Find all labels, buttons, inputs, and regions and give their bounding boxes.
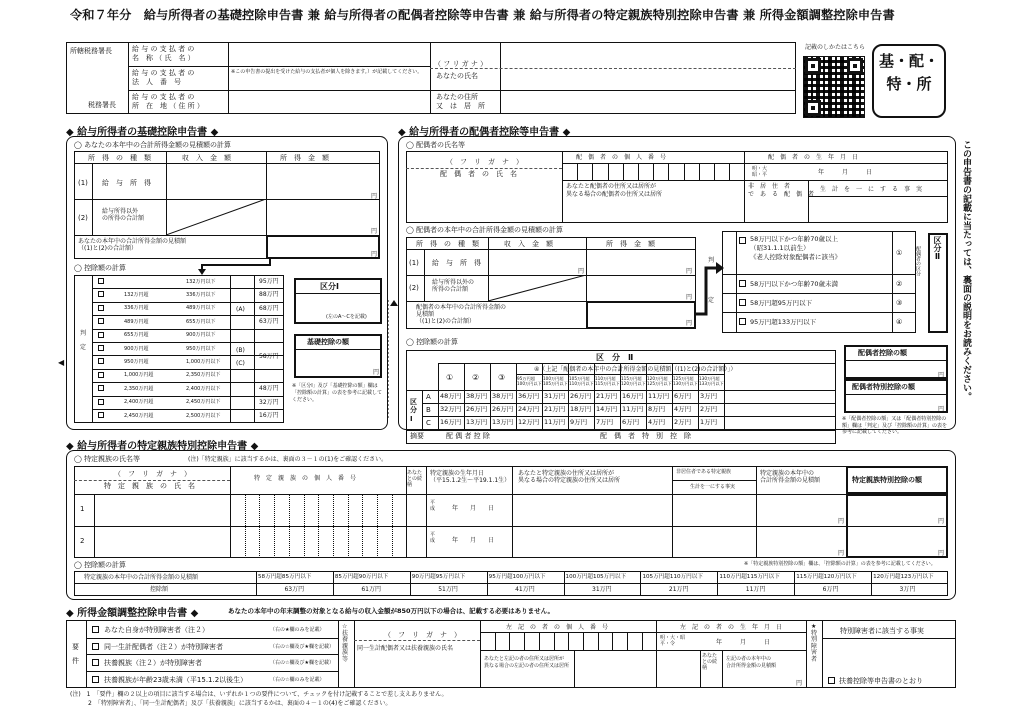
category-badge-text: 基・配・ 特・所 xyxy=(878,52,939,93)
relative-heading: ◆ 給与所得者の特定親族特別控除申告書 ◆ xyxy=(66,441,259,452)
adjust-who: 同一生計配偶者又は扶養親族の氏名 xyxy=(357,645,454,652)
relative-range: 90万円超95万円以下 xyxy=(411,574,466,580)
calc-cell: 1万円 xyxy=(700,418,718,426)
relative-row1-no: 1 xyxy=(80,505,85,513)
calc-cell: 12万円 xyxy=(518,418,540,426)
spouse-col-amount: 所 得 金 額 xyxy=(606,240,655,248)
calc-subcol-header: 95万円超 100万円以下 xyxy=(517,376,542,387)
calc-cell: 36万円 xyxy=(518,392,540,400)
calc-subcol-header: 100万円超 105万円以下 xyxy=(543,376,568,387)
payer-address-label: 給 与 の 支 払 者 の 所 在 地 （ 住 所 ） xyxy=(132,93,204,111)
calc-cell: 18万円 xyxy=(570,405,592,413)
spouse-choice-label: 58万円超95万円以下 xyxy=(750,299,813,307)
calc-cell: 3万円 xyxy=(700,392,718,400)
relative-furigana: （ フ リ ガ ナ ） xyxy=(114,470,191,478)
adjust-checkbox-label: 扶養控除等申告書のとおり xyxy=(839,677,923,685)
calc-cell: 11万円 xyxy=(544,418,566,426)
bracket-from: 2,350万円超 xyxy=(124,385,154,392)
bracket-from: 336万円超 xyxy=(124,305,149,312)
requirement-label: 扶養親族が年齢23歳未満（平15.1.2以後生） xyxy=(104,675,248,684)
requirement-hint: （右の☆欄及び★欄を記載） xyxy=(270,643,334,650)
calc-cell: 26万円 xyxy=(492,405,514,413)
calc-cell: 7万円 xyxy=(596,418,614,426)
bracket-to: 950万円以下 xyxy=(186,345,216,352)
basic-col-amount: 所 得 金 額 xyxy=(280,154,329,162)
spouse-row2-label: 給与所得以外の 所得の合計額 xyxy=(432,279,475,294)
requirement-label: 同一生計配偶者（注２）が特別障害者 xyxy=(104,642,223,651)
spouse-total-field[interactable] xyxy=(586,301,696,329)
spouse-dob-ymd: 年 月 日 xyxy=(818,169,873,176)
bracket-amount: 63万円 xyxy=(259,318,279,326)
bracket-to: 132万円以下 xyxy=(186,278,216,285)
relative-dob-label: 特定親族の生年月日 （平15.1.2生～平19.1.1生） xyxy=(430,470,511,485)
calc-cell: 2万円 xyxy=(700,405,718,413)
your-name-label: あなたの氏名 xyxy=(436,72,478,80)
adjust-note-1: (注) 1 「要件」欄の２以上の項目に該当する場合は、いずれか１つの要件について、チェックを付け記載することで差し支えありません。 xyxy=(70,691,448,698)
calc-cell: 13万円 xyxy=(466,418,488,426)
bracket-to: 336万円以下 xyxy=(186,291,216,298)
adjust-dob-label: 左 記 の 者 の 生 年 月 日 xyxy=(680,624,783,631)
relative-name-label: 特 定 親 族 の 氏 名 xyxy=(104,482,195,490)
spouse-dob-label: 配 偶 者 の 生 年 月 日 xyxy=(768,154,859,161)
spouse-era: 明・大 昭・平 xyxy=(752,166,768,178)
group-c: (C) xyxy=(236,360,245,367)
requirement-hint: （右の★欄のみを記載） xyxy=(270,627,325,633)
spouse-col-type: 所 得 の 種 類 xyxy=(416,240,479,248)
basic-judge-label: 判 定 xyxy=(80,330,87,352)
kubun1-row-label: 区 分 Ⅰ xyxy=(410,398,417,423)
adjust-addr: あなたと左記の者の住所又は居所が 異なる場合の左記の者の住所又は居所 xyxy=(484,656,570,669)
relative-calc-heading: ◯ 控除額の計算 xyxy=(74,561,127,569)
bracket-checkbox[interactable] xyxy=(98,332,104,338)
requirement-checkbox[interactable] xyxy=(92,626,99,633)
summary-label: 摘要 xyxy=(410,432,424,440)
adjust-furigana: （ フ リ ガ ナ ） xyxy=(384,631,461,639)
bracket-from: 655万円超 xyxy=(124,332,149,339)
basic-row2-label: 給与所得以外 の所得の合計額 xyxy=(102,208,145,223)
bracket-to: 2,350万円以下 xyxy=(186,372,221,379)
relative-number-label: 特 定 親 族 の 個 人 番 号 xyxy=(254,475,357,482)
spouse-diff-address: あなたと配偶者の住所又は居所が 異なる場合の配偶者の住所又は居所 xyxy=(566,183,663,199)
relative-range: 95万円超100万円以下 xyxy=(488,574,546,580)
bracket-checkbox[interactable] xyxy=(98,372,104,378)
adjust-note: あなたの本年中の年末調整の対象となる給与の収入金額が850万円以下の場合は、記載する必要はありません。 xyxy=(228,607,554,615)
bracket-checkbox[interactable] xyxy=(98,358,104,364)
basic-total-label: あなたの本年中の合計所得金額の見積額 （(1)と(2)の合計額） xyxy=(78,238,187,253)
requirement-checkbox[interactable] xyxy=(92,676,99,683)
bracket-to: 2,500万円以下 xyxy=(186,412,221,419)
calc-cell: 38万円 xyxy=(492,392,514,400)
left-margin-marker: ◀ xyxy=(58,358,65,367)
calc-subcol-header: 120万円超 125万円以下 xyxy=(647,376,672,387)
form-title: 令和７年分 給与所得者の基礎控除申告書 兼 給与所得者の配偶者控除等申告書 兼 給与所得者の特定親族特別控除申告書 兼 所得金額調整控除申告書 xyxy=(70,8,895,22)
calc-cell: 16万円 xyxy=(440,418,462,426)
summary-spouse-special: 配 偶 者 特 別 控 除 xyxy=(600,432,691,440)
bracket-checkbox[interactable] xyxy=(98,278,104,284)
relative-ymd-1: 年 月 日 xyxy=(452,505,495,512)
basic-col-type: 所 得 の 種 類 xyxy=(88,154,151,162)
bracket-amount: 95万円 xyxy=(259,278,279,285)
payer-number-label: 給 与 の 支 払 者 の 法 人 番 号 xyxy=(132,69,195,87)
spouse-total-label: 配偶者の本年中の合計所得金額の 見積額 （(1)と(2)の合計額） xyxy=(416,304,507,326)
spouse-name-label: 配 偶 者 の 氏 名 xyxy=(440,170,517,178)
basic-heading: ◆ 給与所得者の基礎控除申告書 ◆ xyxy=(66,127,219,138)
spouse-estimate-heading: ◯ 配偶者の本年中の合計所得金額の見積額の計算 xyxy=(406,226,564,234)
bracket-amount: 68万円 xyxy=(259,304,279,312)
calc-cell: 48万円 xyxy=(440,392,462,400)
amount-58: 58万円 xyxy=(259,353,279,360)
calc-subcol-header: 130万円超 133万円以下 xyxy=(699,376,724,387)
adjust-relation: あなたとの続柄 xyxy=(702,653,718,671)
bracket-to: 1,000万円以下 xyxy=(186,358,221,365)
bracket-checkbox[interactable] xyxy=(98,291,104,297)
calc-subcol-header: 110万円超 115万円以下 xyxy=(595,376,620,387)
spouse-choice-label: 95万円超133万円以下 xyxy=(750,318,817,326)
spouse-row2-no: (2) xyxy=(409,284,419,292)
bracket-to: 2,450万円以下 xyxy=(186,399,221,406)
calc-col-header: ① xyxy=(446,373,454,382)
payer-name-label: 給 与 の 支 払 者 の 名 称 （ 氏 名 ） xyxy=(132,45,195,63)
calc-cell: 32万円 xyxy=(440,405,462,413)
bracket-to: 489万円以下 xyxy=(186,305,216,312)
basic-estimate-heading: ◯ あなたの本年中の合計所得金額の見積額の計算 xyxy=(74,141,232,149)
basic-deduction-label: 基礎控除の額 xyxy=(307,338,349,346)
requirement-hint: （右の☆欄のみを記載） xyxy=(270,676,325,683)
bracket-to: 655万円以下 xyxy=(186,318,216,325)
relative-amount: 63万円 xyxy=(284,586,305,593)
basic-col-income: 収 入 金 額 xyxy=(182,154,231,162)
relative-range: 85万円超90万円以下 xyxy=(334,574,389,580)
spouse-calc-heading: ◯ 控除額の計算 xyxy=(406,338,459,346)
calc-col-header: ③ xyxy=(498,373,506,382)
tax-office-label: 所轄税務署長 xyxy=(70,47,112,55)
bracket-checkbox[interactable] xyxy=(98,385,104,391)
relative-amount: 31万円 xyxy=(592,586,612,593)
spouse-choice-checkbox[interactable] xyxy=(739,318,746,325)
spouse-col-income: 収 入 金 額 xyxy=(504,240,553,248)
adjust-star-side: ☆ 扶 養 親 族 等 xyxy=(342,623,349,663)
bracket-from: 900万円超 xyxy=(124,345,149,352)
payer-number-note: ※この申告書の提出を受けた給与の支払者が個人を除きます。）が記載してください。 xyxy=(231,69,423,75)
relative-ymd-2: 年 月 日 xyxy=(452,537,495,544)
relative-name-heading: ◯ 特定親族の氏名等 xyxy=(74,455,141,463)
relative-amount: 3万円 xyxy=(899,586,916,593)
bracket-amount: 48万円 xyxy=(259,385,279,393)
calc-cell: 26万円 xyxy=(570,392,592,400)
spouse-number-label: 配 偶 者 の 個 人 番 号 xyxy=(576,154,667,161)
calc-cell: 38万円 xyxy=(466,392,488,400)
spouse-choice-checkbox[interactable] xyxy=(739,280,746,287)
relative-range: 105万円超110万円以下 xyxy=(642,574,703,580)
adjust-req-label: 要 件 xyxy=(72,643,79,665)
calc-col-header: ② xyxy=(472,373,480,382)
relative-era-1: 平 成 xyxy=(430,500,436,512)
relative-amount: 41万円 xyxy=(515,586,535,593)
tax-office-suffix: 税務署長 xyxy=(88,101,116,109)
relative-range: 100万円超105万円以下 xyxy=(565,574,627,580)
spouse-class-label: 配偶者の区分 xyxy=(915,246,921,276)
basic-footnote: ※「区分Ⅰ」及び「基礎控除の額」欄は「控除額の計算」の表を参考に記載してください。 xyxy=(292,383,383,403)
bracket-from: 132万円超 xyxy=(124,291,149,298)
adjust-note-2: 2 「特別障害者」、「同一生計配偶者」及び「扶養親族」に該当するかは、裏面の４－１の(4)をご確認ください。 xyxy=(70,700,392,707)
your-address-label: あなたの住所 又 は 居 所 xyxy=(436,93,485,111)
calc-cell: 4万円 xyxy=(674,405,692,413)
requirement-label: 扶養親族（注２）が特別障害者 xyxy=(104,659,202,667)
calc-cell: 13万円 xyxy=(492,418,514,426)
kubun1-label: 区分Ⅰ xyxy=(320,282,339,291)
basic-row1-label: 給 与 所 得 xyxy=(102,179,151,187)
relative-estimate-label: 特定親族の本年中の 合計所得金額の見積額 xyxy=(760,470,821,485)
calc-cell: 2万円 xyxy=(674,418,692,426)
calc-row-key: B xyxy=(426,406,431,414)
calc-cell: 16万円 xyxy=(622,392,644,400)
requirement-hint: （右の☆欄及び★欄を記載） xyxy=(270,660,334,666)
bracket-checkbox[interactable] xyxy=(98,318,104,324)
spouse-choice-number: ④ xyxy=(896,318,903,326)
group-a: (A) xyxy=(236,306,245,313)
calc-cell: 6万円 xyxy=(622,418,640,426)
adjust-special-title: 特別障害者に該当する事実 xyxy=(840,627,924,635)
relative-range: 120万円超123万円以下 xyxy=(873,574,934,580)
bracket-to: 900万円以下 xyxy=(186,332,216,339)
calc-cell: 21万円 xyxy=(596,392,618,400)
calc-subcol-header: 125万円超 130万円以下 xyxy=(673,376,698,387)
relative-relationship: あなたとの続柄 xyxy=(407,470,423,488)
bracket-from: 1,000万円超 xyxy=(124,372,154,379)
adjust-heading: ◆ 所得金額調整控除申告書 ◆ xyxy=(66,608,199,619)
calc-row-key: A xyxy=(426,393,431,401)
side-note: この申告書の記載に当たっては、裏面の説明をお読みください。 xyxy=(961,140,971,401)
basic-row1-no: (1) xyxy=(78,179,88,187)
relative-range: 115万円超120万円以下 xyxy=(796,574,857,580)
relative-amount: 11万円 xyxy=(745,586,766,593)
bracket-from: 2,400万円超 xyxy=(124,399,154,406)
relative-amount: 21万円 xyxy=(668,586,689,593)
spouse-choice-number: ③ xyxy=(896,299,903,307)
bracket-from: 950万円超 xyxy=(124,358,149,365)
bracket-amount: 32万円 xyxy=(259,398,279,406)
spouse-choice-number: ② xyxy=(896,280,903,288)
calc-cell: 14万円 xyxy=(596,405,618,413)
requirement-checkbox[interactable] xyxy=(92,659,99,666)
requirement-checkbox[interactable] xyxy=(92,643,99,650)
adjust-era: 明・大・昭 平・令 xyxy=(660,635,686,647)
adjust-special-side: ★ 特 別 障 害 者 xyxy=(811,623,818,663)
spouse-choice-checkbox[interactable] xyxy=(739,299,746,306)
spouse-choice-number: ① xyxy=(896,249,903,257)
relative-era-2: 平 成 xyxy=(430,532,436,544)
spouse-choice-label: 58万円以下かつ年齢70歳以上 （昭31.1.1以前生） 《老人控除対象配偶者に該当》 xyxy=(750,235,841,261)
calc-cell: 8万円 xyxy=(648,405,666,413)
relative-row2-no: 2 xyxy=(80,537,85,545)
bracket-checkbox[interactable] xyxy=(98,305,104,311)
spouse-name-heading: ◯ 配偶者の氏名等 xyxy=(406,141,466,149)
calc-cell: 26万円 xyxy=(466,405,488,413)
spouse-choice-label: 58万円以下かつ年齢70歳未満 xyxy=(750,280,839,288)
relative-table-label2: 控除額 xyxy=(150,586,169,593)
spouse-deduction-label: 配偶者控除の額 xyxy=(858,349,907,357)
bracket-checkbox[interactable] xyxy=(98,399,104,405)
summary-spouse-deduction: 配 偶 者 控 除 xyxy=(446,432,490,440)
basic-calc-heading: ◯ 控除額の計算 xyxy=(74,264,127,272)
spouse-calc-header4: ④（上記「配偶者の本年中の合計所得金額の見積額（(1)と(2)の合計額）」） xyxy=(534,366,737,373)
relative-range: 58万円超85万円以下 xyxy=(258,574,312,580)
relative-amount: 6万円 xyxy=(822,586,839,593)
adjust-special-checkbox[interactable] xyxy=(828,677,835,684)
adjust-number-label: 左 記 の 者 の 個 人 番 号 xyxy=(506,624,609,631)
basic-total-field[interactable] xyxy=(266,235,380,259)
calc-cell: 9万円 xyxy=(570,418,588,426)
calc-subcol-header: 115万円超 120万円以下 xyxy=(621,376,646,387)
spouse-row1-no: (1) xyxy=(409,259,419,267)
relative-note: (注)「特定親族」に該当するかは、裏面の３－１の(1)をご確認ください。 xyxy=(188,456,388,463)
relative-footnote: ※「特定親族特別控除の額」欄は、「控除額の計算」の表を参考に記載してください。 xyxy=(744,561,936,567)
basic-row2-no: (2) xyxy=(78,214,88,222)
spouse-row1-label: 給 与 所 得 xyxy=(432,259,481,267)
adjust-income: 左記の者の本年中の 合計所得金額の見積額 xyxy=(726,656,777,669)
bracket-from: 2,450万円超 xyxy=(124,412,154,419)
spouse-heading: ◆ 給与所得者の配偶者控除等申告書 ◆ xyxy=(398,127,571,138)
kubun2-label: 区分Ⅱ xyxy=(933,236,942,261)
relative-range: 110万円超115万円以下 xyxy=(719,574,780,580)
bracket-from: 489万円超 xyxy=(124,318,149,325)
bracket-to: 2,400万円以下 xyxy=(186,385,221,392)
spouse-livelihood: 生 計 を 一 に す る 事 実 xyxy=(820,186,923,193)
calc-cell: 21万円 xyxy=(544,405,566,413)
bracket-checkbox[interactable] xyxy=(98,345,104,351)
calc-cell: 24万円 xyxy=(518,405,540,413)
relative-deduction-label: 特定親族特別控除の額 xyxy=(852,476,922,484)
relative-table-label: 特定親族の本年中の合計所得金額の見積額 xyxy=(84,574,199,581)
calc-row-key: C xyxy=(426,419,431,427)
adjust-ymd: 年 月 日 xyxy=(716,639,771,646)
requirement-label: あなた自身が特別障害者（注２） xyxy=(104,626,209,634)
bracket-amount: 88万円 xyxy=(259,291,279,299)
spouse-furigana: （ フ リ ガ ナ ） xyxy=(446,158,523,166)
guide-link-label[interactable]: 記載のしかたはこちら xyxy=(805,44,866,51)
bracket-amount: 16万円 xyxy=(259,412,279,419)
calc-subcol-header: 105万円超 110万円以下 xyxy=(569,376,594,387)
kubun2-title: 区 分 Ⅱ xyxy=(596,353,634,362)
calc-cell: 6万円 xyxy=(674,392,692,400)
relative-livelihood: 生計を一にする事実 xyxy=(690,484,736,490)
calc-cell: 11万円 xyxy=(622,405,644,413)
kubun1-note: (左のA～Cを記載) xyxy=(326,314,367,320)
spouse-judge-label: 判 定 xyxy=(708,257,715,304)
relative-amount: 61万円 xyxy=(361,586,381,593)
relative-diff-address: あなたと特定親族の住所又は居所が 異なる場合の特定親族の住所又は居所 xyxy=(518,470,621,485)
spouse-choice-checkbox[interactable] xyxy=(739,237,746,244)
relative-nonresident: 非居住者である特定親族 xyxy=(676,469,732,475)
spouse-special-label: 配偶者特別控除の額 xyxy=(852,383,915,391)
calc-cell: 11万円 xyxy=(648,392,670,400)
spouse-nonresident: 非 居 住 者 で あ る 配 偶 者 xyxy=(748,183,815,199)
furigana-label: （ フ リ ガ ナ ） xyxy=(434,60,488,68)
bracket-checkbox[interactable] xyxy=(98,412,104,418)
basic-calc-table xyxy=(74,275,284,423)
relative-amount: 51万円 xyxy=(438,586,458,593)
calc-cell: 31万円 xyxy=(544,392,566,400)
spouse-footnote: ※「配偶者控除の額」又は「配偶者特別控除の額」欄は「判定」及び「控除額の計算」の表を参考に記載してください。 xyxy=(842,416,948,435)
group-b: (B) xyxy=(236,347,245,354)
calc-cell: 4万円 xyxy=(648,418,666,426)
